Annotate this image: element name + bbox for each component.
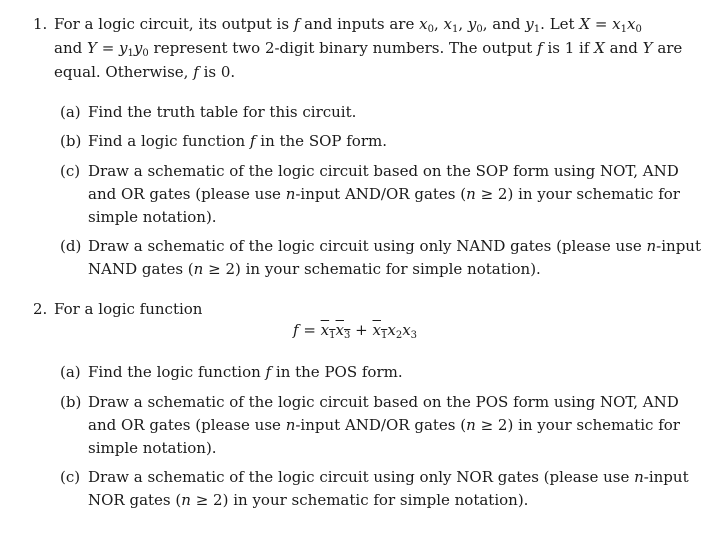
q1-part-d-label: (d) — [60, 237, 82, 255]
q1-part-c-label: (c) — [60, 162, 81, 180]
q1-part-c-line1: Draw a schematic of the logic circuit based on the SOP form using NOT, AND — [88, 162, 679, 180]
q1-part-c-line3: simple notation). — [88, 208, 217, 226]
q2-part-a-label: (a) — [60, 363, 81, 381]
q1-part-b-label: (b) — [60, 132, 82, 150]
q2-intro: For a logic function — [54, 300, 203, 318]
q1-intro-line2: and $Y = y_1y_0$ represent two 2-digit binary numbers. The output f is 1 if X and Y are — [54, 39, 683, 59]
q1-part-b-text: Find a logic function f in the SOP form. — [88, 132, 388, 150]
q1-part-a-text: Find the truth table for this circuit. — [88, 103, 357, 121]
q1-part-d-line2: NAND gates (n ≥ 2) in your schematic for simple notation). — [88, 260, 541, 278]
q1-part-c-line2: and OR gates (please use n-input AND/OR gates (n ≥ 2) in your schematic for — [88, 185, 680, 203]
q2-part-c-label: (c) — [60, 468, 81, 486]
q2-part-c-line2: NOR gates (n ≥ 2) in your schematic for simple notation). — [88, 491, 529, 509]
q1-intro-line1: For a logic circuit, its output is f and inputs are $x_0$, $x_1$, $y_0$, and $y_1$. Let $X = x_1x_0$ — [54, 15, 642, 35]
q2-formula: $f = x_1x_3 + x_1x_2x_3$ — [292, 321, 418, 341]
q2-part-b-line1: Draw a schematic of the logic circuit based on the POS form using NOT, AND — [88, 393, 679, 411]
q1-intro-line3: equal. Otherwise, f is 0. — [54, 63, 236, 81]
q2-number: 2. — [33, 300, 48, 318]
q1-number: 1. — [33, 15, 48, 33]
q2-part-b-line2: and OR gates (please use n-input AND/OR gates (n ≥ 2) in your schematic for — [88, 416, 680, 434]
q2-part-b-label: (b) — [60, 393, 82, 411]
q2-part-c-line1: Draw a schematic of the logic circuit using only NOR gates (please use n-input — [88, 468, 689, 486]
q2-part-a-text: Find the logic function f in the POS form. — [88, 363, 403, 381]
q2-part-b-line3: simple notation). — [88, 439, 217, 457]
q1-part-d-line1: Draw a schematic of the logic circuit using only NAND gates (please use n-input — [88, 237, 701, 255]
q1-part-a-label: (a) — [60, 103, 81, 121]
